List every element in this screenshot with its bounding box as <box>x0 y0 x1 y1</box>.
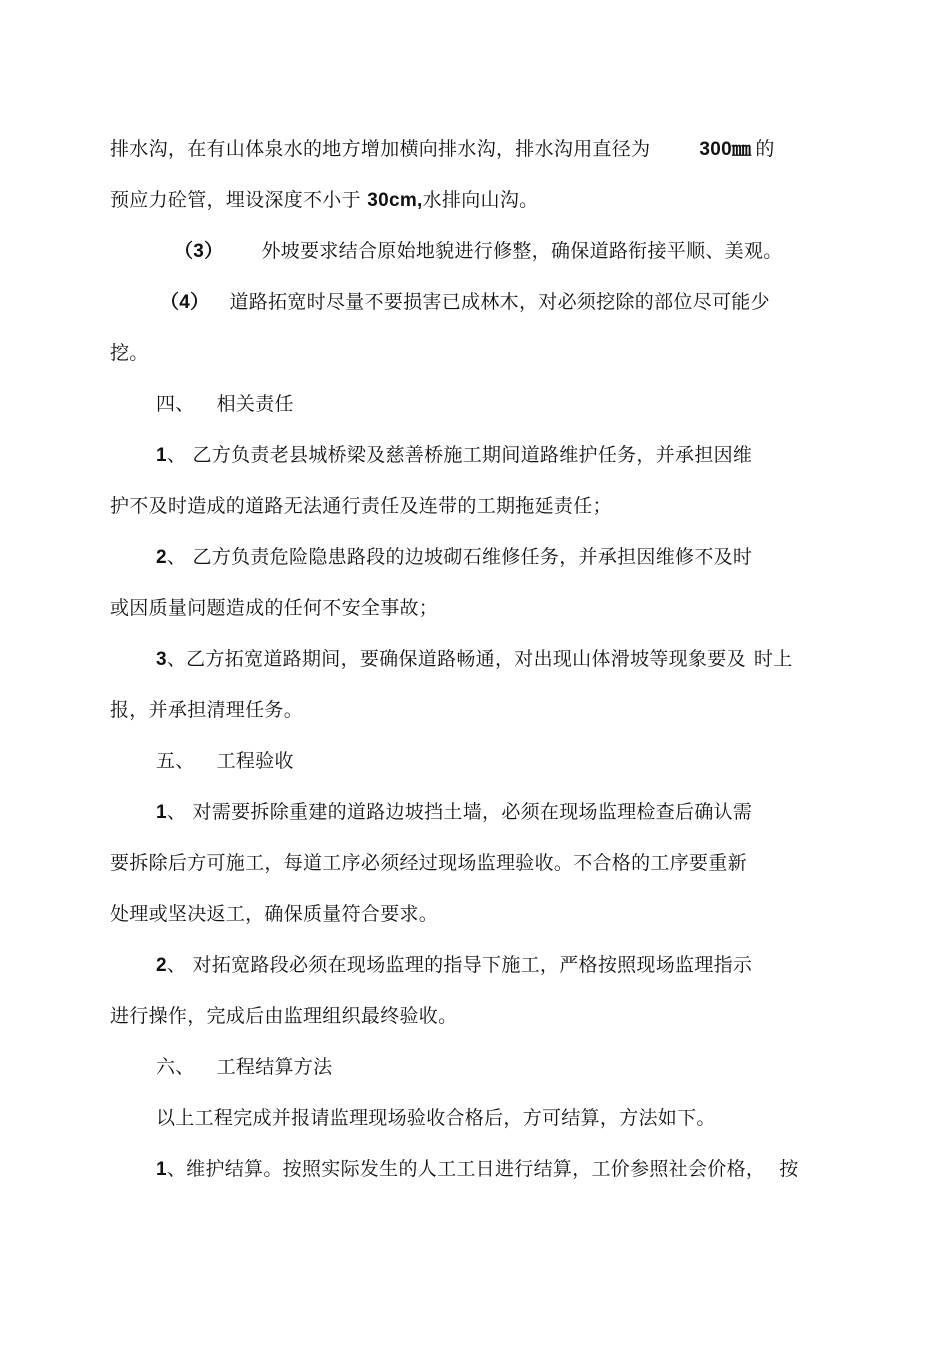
item-number: 2 <box>156 547 167 568</box>
section-title: 工程验收 <box>216 750 294 772</box>
measurement-value: 30cm, <box>367 190 423 211</box>
section-title: 工程结算方法 <box>216 1056 333 1078</box>
paragraph-line <box>110 341 149 365</box>
item-number: 1 <box>156 1159 167 1180</box>
item-number: 1 <box>156 802 167 823</box>
text-segment: 的 <box>755 138 775 160</box>
text-segment: 报，并承担清理任务。 <box>110 699 304 721</box>
section-title: 相关责任 <box>216 393 294 415</box>
text-segment: 排水沟，在有山体泉水的地方增加横向排水沟，排水沟用直径为 <box>110 138 651 160</box>
text-segment: 挖。 <box>110 342 149 364</box>
paragraph-line <box>174 239 783 264</box>
text-segment: 外坡要求结合原始地貌进行修整，确保道路衔接平顺、美观。 <box>261 240 783 262</box>
paragraph-line <box>110 596 438 620</box>
text-segment: 、 对拓宽路段必须在现场监理的指导下施工，严格按照现场监理指示 <box>166 954 753 976</box>
paragraph-line <box>156 647 793 672</box>
paragraph-line <box>110 137 775 162</box>
section-heading <box>156 749 294 773</box>
text-segment: 时上 <box>753 648 793 670</box>
text-segment: 、 乙方负责老县城桥梁及慈善桥施工期间道路维护任务，并承担因维 <box>166 444 753 466</box>
text-segment: 预应力砼管，埋设深度不小于 <box>110 189 368 211</box>
paragraph-line <box>110 698 303 722</box>
paragraph-line <box>156 1157 799 1182</box>
paragraph-line <box>156 800 752 825</box>
text-segment: 或因质量问题造成的任何不安全事故； <box>110 597 439 619</box>
section-number: 六、 <box>156 1056 195 1078</box>
paragraph-line <box>160 290 770 315</box>
text-segment: 护不及时造成的道路无法通行责任及连带的工期拖延责任； <box>110 495 612 517</box>
paragraph-line <box>156 545 752 570</box>
paragraph-line <box>156 953 752 978</box>
text-segment: 处理或坚决返工，确保质量符合要求。 <box>110 903 439 925</box>
section-heading <box>156 1055 332 1079</box>
paragraph-line <box>156 1106 716 1130</box>
text-segment: 、乙方拓宽道路期间，要确保道路畅通，对出现山体滑坡等现象要及 <box>166 648 746 670</box>
paragraph-line <box>110 494 612 518</box>
section-number: 五、 <box>156 750 195 772</box>
text-segment: 、 乙方负责危险隐患路段的边坡砌石维修任务，并承担因维修不及时 <box>166 546 753 568</box>
item-number: 1 <box>156 445 167 466</box>
paragraph-line <box>110 851 747 875</box>
measurement-value: 300㎜ <box>699 139 752 160</box>
item-number: 2 <box>156 955 167 976</box>
paragraph-line <box>110 188 538 213</box>
paragraph-line <box>110 1004 457 1028</box>
section-heading <box>156 392 294 416</box>
item-number: （3） <box>174 241 224 262</box>
text-segment: 、 对需要拆除重建的道路边坡挡土墙，必须在现场监理检查后确认需 <box>166 801 753 823</box>
section-number: 四、 <box>156 393 195 415</box>
text-segment: 水排向山沟。 <box>422 189 539 211</box>
text-segment: 以上工程完成并报请监理现场验收合格后，方可结算，方法如下。 <box>156 1107 716 1129</box>
paragraph-line <box>156 443 752 468</box>
item-number: （4） <box>160 292 210 313</box>
text-segment: 道路拓宽时尽量不要损害已成林木，对必须挖除的部位尽可能少 <box>229 291 770 313</box>
paragraph-line <box>110 902 438 926</box>
text-segment: 、维护结算。按照实际发生的人工工日进行结算，工价参照社会价格， <box>166 1158 766 1180</box>
text-segment: 进行操作，完成后由监理组织最终验收。 <box>110 1005 458 1027</box>
item-number: 3 <box>156 649 167 670</box>
text-segment: 要拆除后方可施工，每道工序必须经过现场监理验收。不合格的工序要重新 <box>110 852 747 874</box>
text-segment: 按 <box>779 1158 799 1180</box>
